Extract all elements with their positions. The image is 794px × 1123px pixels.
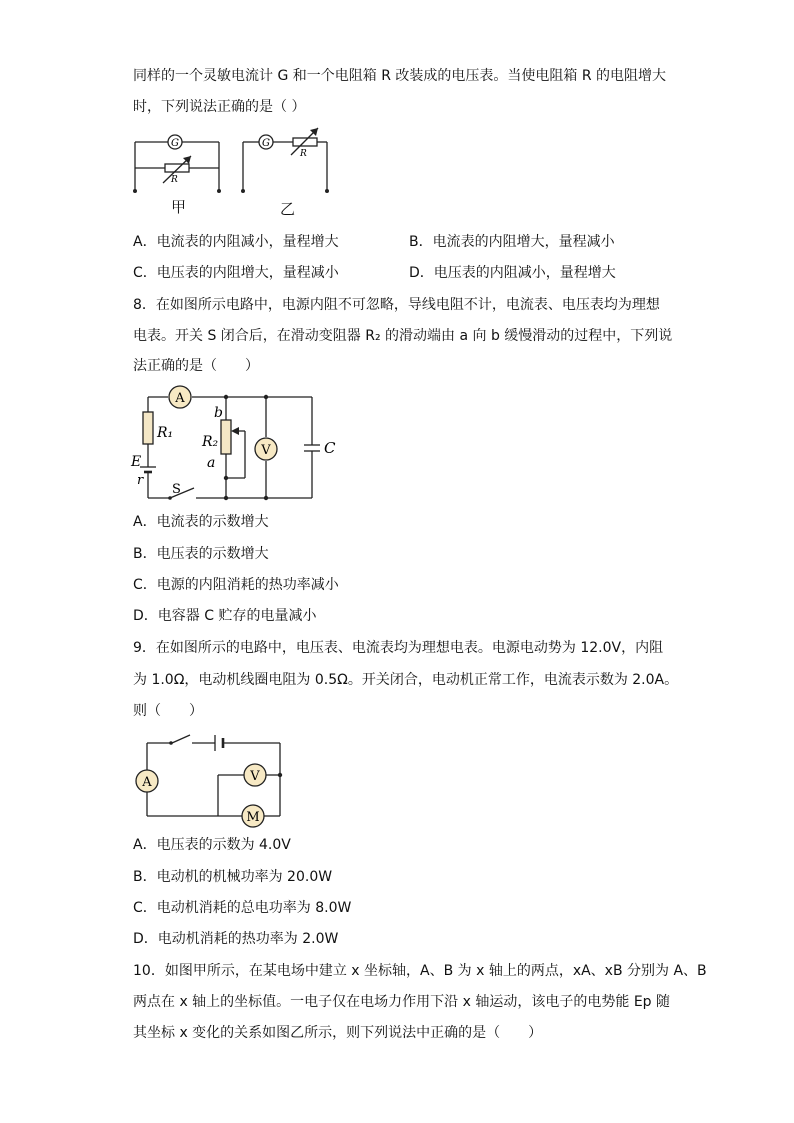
q7-galvanometer-a: G	[171, 138, 179, 149]
q9-option-d[interactable]: D．电动机消耗的热功率为 2.0W	[133, 931, 339, 947]
q8-internal-r-label: r	[137, 473, 144, 488]
q8-voltmeter-label: V	[261, 443, 271, 458]
q9-line3: 则（ ）	[133, 703, 203, 719]
q8-line3: 法正确的是（ ）	[133, 358, 259, 374]
q8-option-d[interactable]: D．电容器 C 贮存的电量减小	[133, 608, 317, 624]
q8-emf-label: E	[131, 454, 142, 470]
q7-option-d[interactable]: D．电压表的内阻减小，量程增大	[409, 265, 616, 281]
q7-option-b[interactable]: B．电流表的内阻增大，量程减小	[409, 234, 615, 250]
q7-galvanometer-b: G	[262, 138, 270, 149]
q9-circuit-figure	[132, 730, 292, 825]
q7-intro-line2: 时，下列说法正确的是（ ）	[133, 99, 306, 115]
q8-r1-label: R₁	[157, 425, 174, 441]
q8-circuit-figure	[130, 382, 350, 507]
q8-point-b: b	[214, 405, 223, 421]
q8-option-b[interactable]: B．电压表的示数增大	[133, 546, 269, 562]
q10-line1: 10．如图甲所示，在某电场中建立 x 坐标轴，A、B 为 x 轴上的两点，xA、xB 分别为 A、B	[133, 963, 707, 979]
q8-capacitor-label: C	[324, 439, 336, 457]
q9-line1: 9．在如图所示的电路中，电压表、电流表均为理想电表。电源电动势为 12.0V，内阻	[133, 640, 664, 656]
q8-ammeter-label: A	[175, 391, 185, 406]
q7-figure-label-jia: 甲	[171, 198, 187, 216]
q8-switch-label: S	[172, 482, 181, 497]
q9-ammeter-label: A	[142, 775, 152, 790]
q9-voltmeter-label: V	[250, 769, 260, 784]
q8-line2: 电表。开关 S 闭合后，在滑动变阻器 R₂ 的滑动端由 a 向 b 缓慢滑动的过程中，下列说	[133, 328, 673, 344]
q9-motor-label: M	[246, 810, 260, 825]
q9-option-c[interactable]: C．电动机消耗的总电功率为 8.0W	[133, 900, 352, 916]
q9-line2: 为 1.0Ω，电动机线圈电阻为 0.5Ω。开关闭合，电动机正常工作，电流表示数为 2.0A。	[133, 672, 679, 688]
q8-option-a[interactable]: A．电流表的示数增大	[133, 514, 269, 530]
q9-option-a[interactable]: A．电压表的示数为 4.0V	[133, 837, 291, 853]
q7-option-c[interactable]: C．电压表的内阻增大，量程减小	[133, 265, 339, 281]
q8-r2-label: R₂	[202, 434, 219, 450]
q8-line1: 8．在如图所示电路中，电源内阻不可忽略，导线电阻不计，电流表、电压表均为理想	[133, 297, 660, 313]
q7-option-a[interactable]: A．电流表的内阻减小，量程增大	[133, 234, 339, 250]
q8-option-c[interactable]: C．电源的内阻消耗的热功率减小	[133, 577, 339, 593]
q7-figure-label-yi: 乙	[280, 200, 296, 218]
q7-resistor-a-label: R	[171, 175, 178, 185]
q10-line3: 其坐标 x 变化的关系如图乙所示，则下列说法中正确的是（ ）	[133, 1025, 543, 1041]
q9-option-b[interactable]: B．电动机的机械功率为 20.0W	[133, 869, 333, 885]
q8-point-a: a	[207, 455, 216, 471]
q7-intro-line1: 同样的一个灵敏电流计 G 和一个电阻箱 R 改装成的电压表。当使电阻箱 R 的电阻增大	[133, 68, 667, 84]
q7-figure	[125, 125, 345, 220]
q7-resistor-b-label: R	[300, 149, 307, 159]
q10-line2: 两点在 x 轴上的坐标值。一电子仅在电场力作用下沿 x 轴运动，该电子的电势能 Ep 随	[133, 994, 671, 1010]
